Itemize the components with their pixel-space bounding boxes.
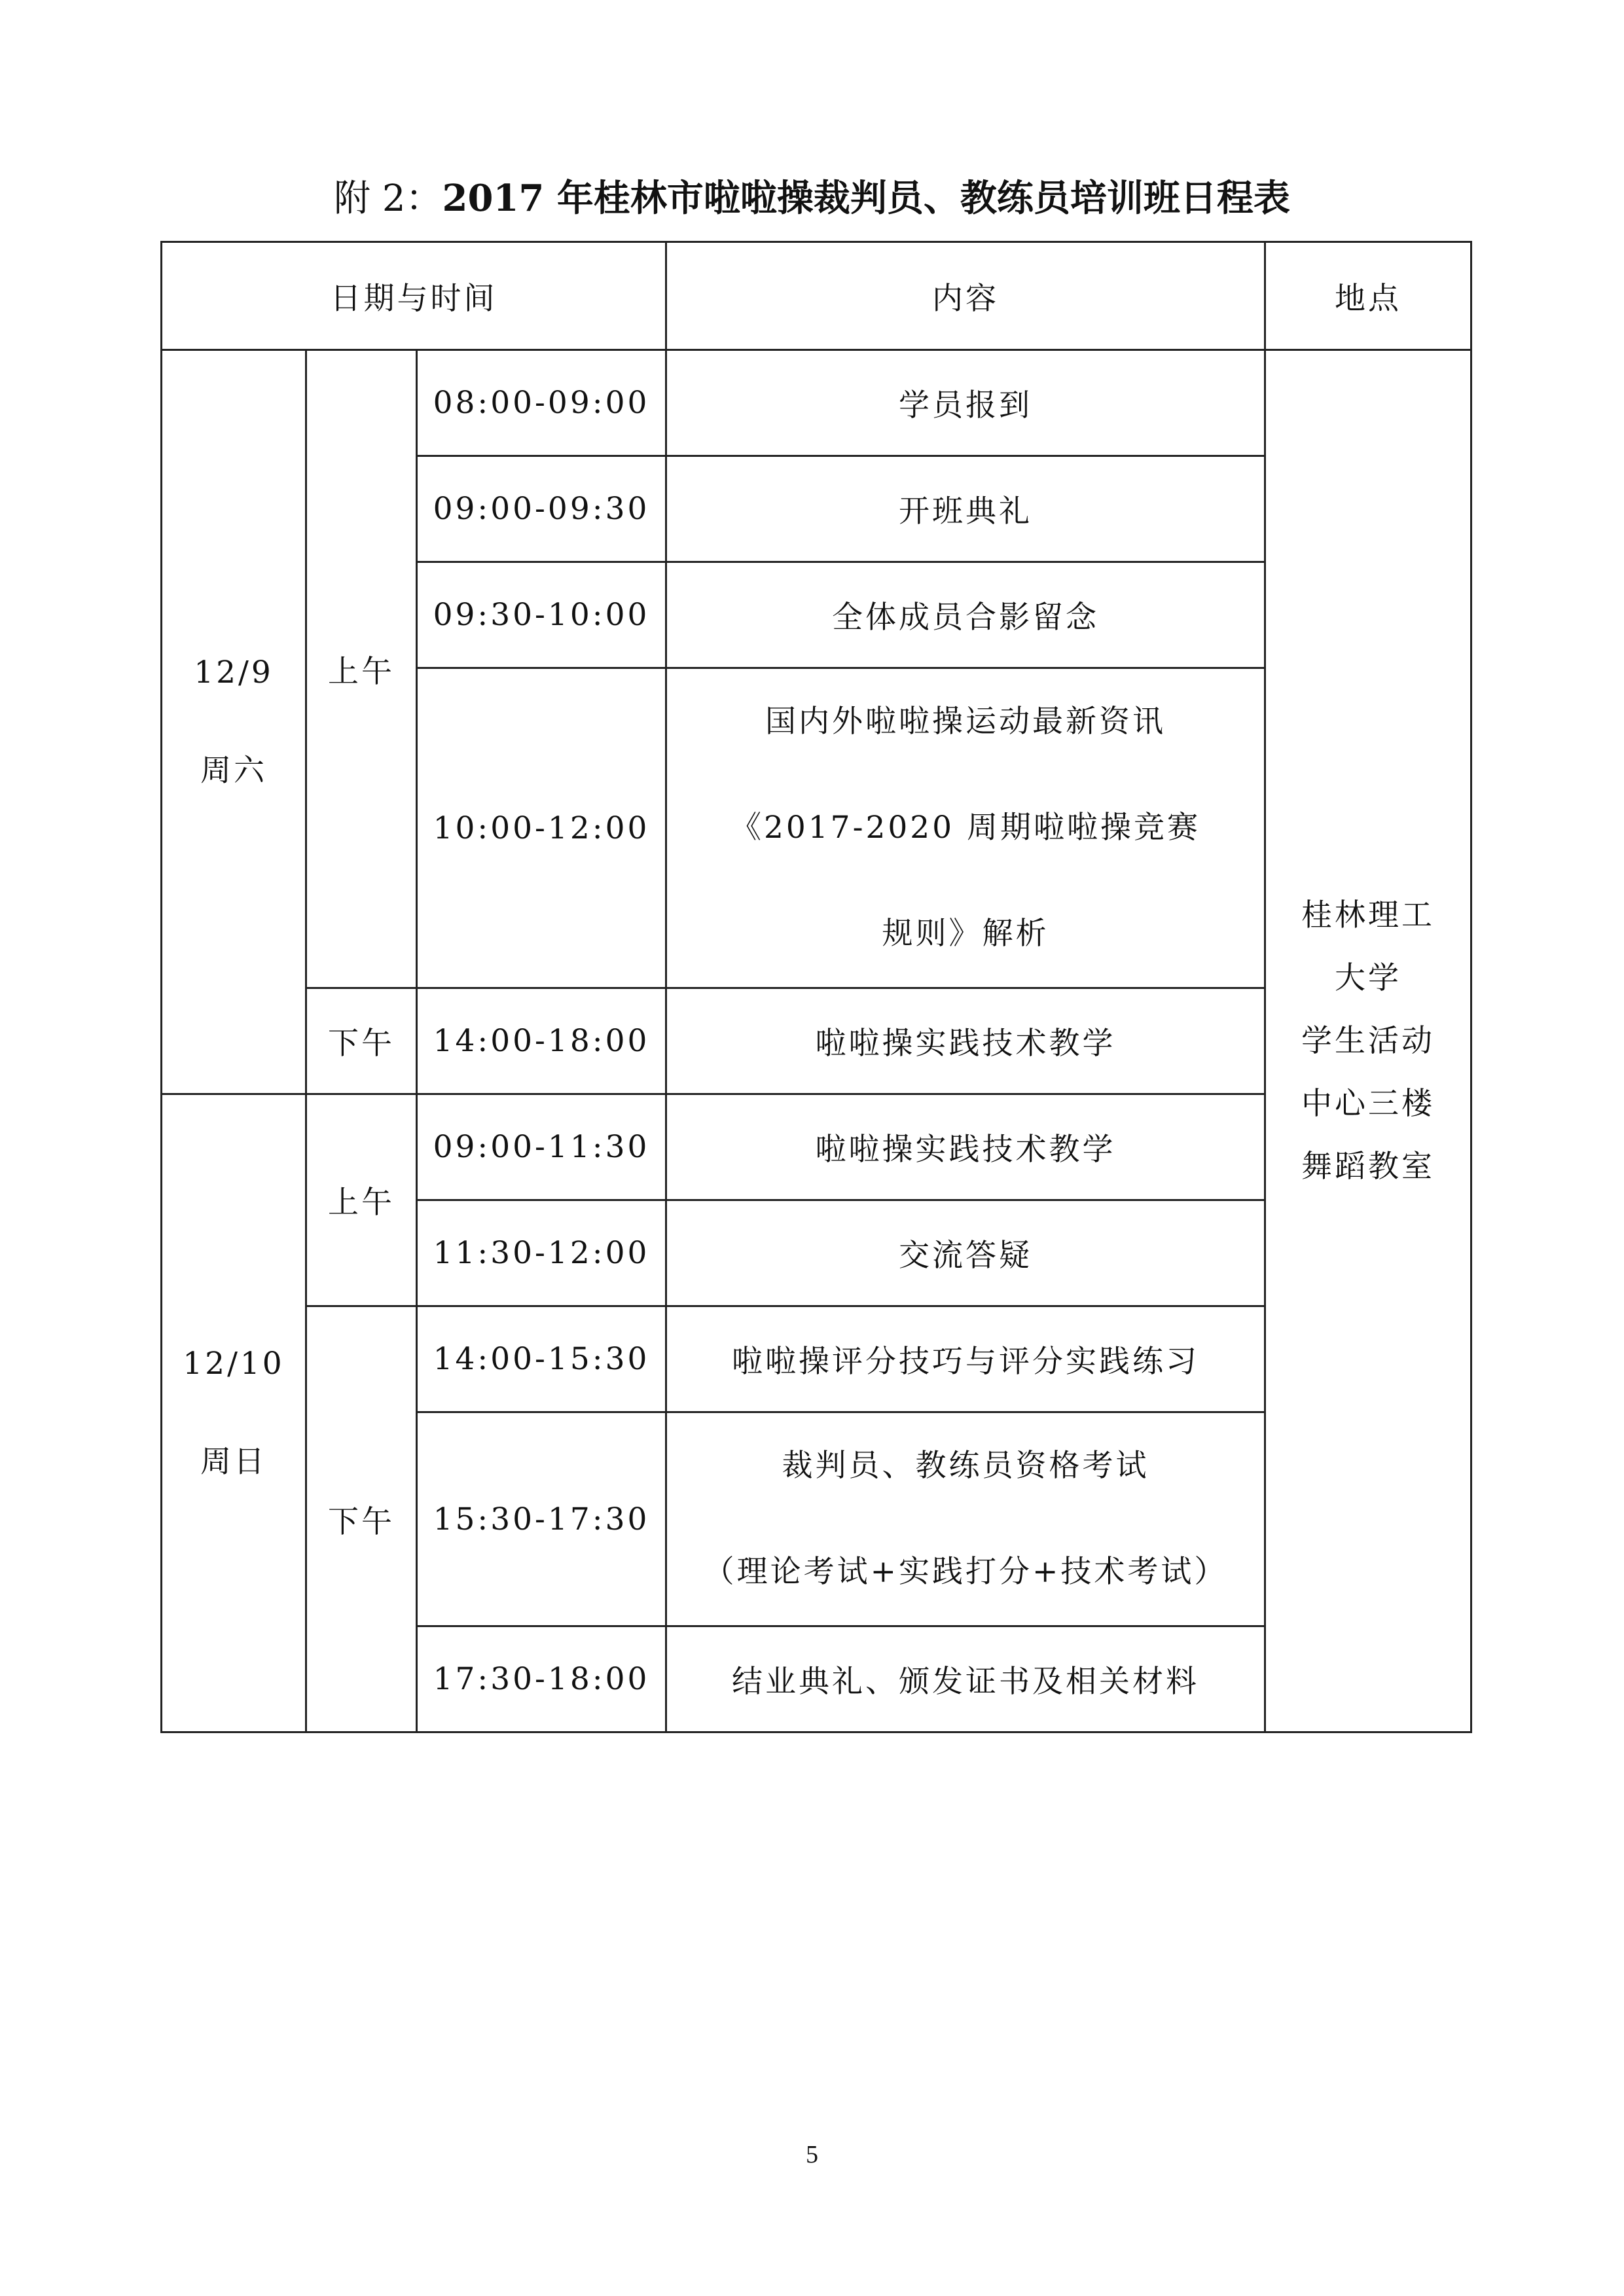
time-cell: 09:00-11:30	[417, 1094, 666, 1200]
location-cell	[1265, 350, 1471, 1732]
content-cell: 开班典礼	[666, 456, 1265, 562]
location-line: 学生活动	[1301, 1022, 1435, 1059]
day1-morning-label: 上午	[306, 350, 417, 988]
time-cell: 09:00-09:30	[417, 456, 666, 562]
day1-weekday: 周六	[200, 753, 267, 789]
day2-afternoon-label: 下午	[306, 1306, 417, 1732]
title-main: 2017 年桂林市啦啦操裁判员、教练员培训班日程表	[442, 177, 1290, 220]
schedule-table	[160, 241, 1472, 1733]
day2-weekday: 周日	[200, 1444, 267, 1480]
page-number: 5	[806, 2141, 818, 2168]
content-cell	[666, 1412, 1265, 1626]
header-content: 内容	[666, 242, 1265, 350]
location-line: 中心三楼	[1301, 1085, 1435, 1122]
day1-date-cell	[162, 350, 306, 1094]
content-cell: 啦啦操实践技术教学	[666, 988, 1265, 1094]
location-line: 桂林理工	[1301, 897, 1435, 933]
header-row	[162, 242, 1471, 350]
day2-date-cell	[162, 1094, 306, 1732]
time-cell: 15:30-17:30	[417, 1412, 666, 1626]
time-cell: 10:00-12:00	[417, 668, 666, 988]
content-line: 《2017-2020 周期啦啦操竞赛	[730, 810, 1201, 846]
header-datetime: 日期与时间	[162, 242, 666, 350]
day1-date: 12/9	[194, 655, 274, 691]
content-cell: 全体成员合影留念	[666, 562, 1265, 668]
day1-afternoon-label: 下午	[306, 988, 417, 1094]
time-cell: 14:00-15:30	[417, 1306, 666, 1412]
content-line: 规则》解析	[882, 916, 1049, 952]
time-cell: 08:00-09:00	[417, 350, 666, 456]
content-cell: 交流答疑	[666, 1200, 1265, 1306]
title-prefix: 附 2：	[334, 177, 442, 220]
time-cell: 17:30-18:00	[417, 1626, 666, 1732]
location-line: 舞蹈教室	[1301, 1148, 1435, 1185]
location-line: 大学	[1335, 960, 1401, 996]
time-cell: 11:30-12:00	[417, 1200, 666, 1306]
time-cell: 09:30-10:00	[417, 562, 666, 668]
content-cell: 啦啦操实践技术教学	[666, 1094, 1265, 1200]
content-cell: 啦啦操评分技巧与评分实践练习	[666, 1306, 1265, 1412]
content-line: （理论考试+实践打分+技术考试）	[703, 1554, 1228, 1590]
content-cell: 结业典礼、颁发证书及相关材料	[666, 1626, 1265, 1732]
table-row	[162, 350, 1471, 456]
day2-morning-label: 上午	[306, 1094, 417, 1306]
content-cell: 学员报到	[666, 350, 1265, 456]
time-cell: 14:00-18:00	[417, 988, 666, 1094]
content-cell	[666, 668, 1265, 988]
content-line: 裁判员、教练员资格考试	[782, 1448, 1149, 1484]
day2-date: 12/10	[183, 1346, 285, 1382]
page-title	[0, 169, 1624, 228]
header-location: 地点	[1265, 242, 1471, 350]
content-line: 国内外啦啦操运动最新资讯	[765, 704, 1166, 740]
